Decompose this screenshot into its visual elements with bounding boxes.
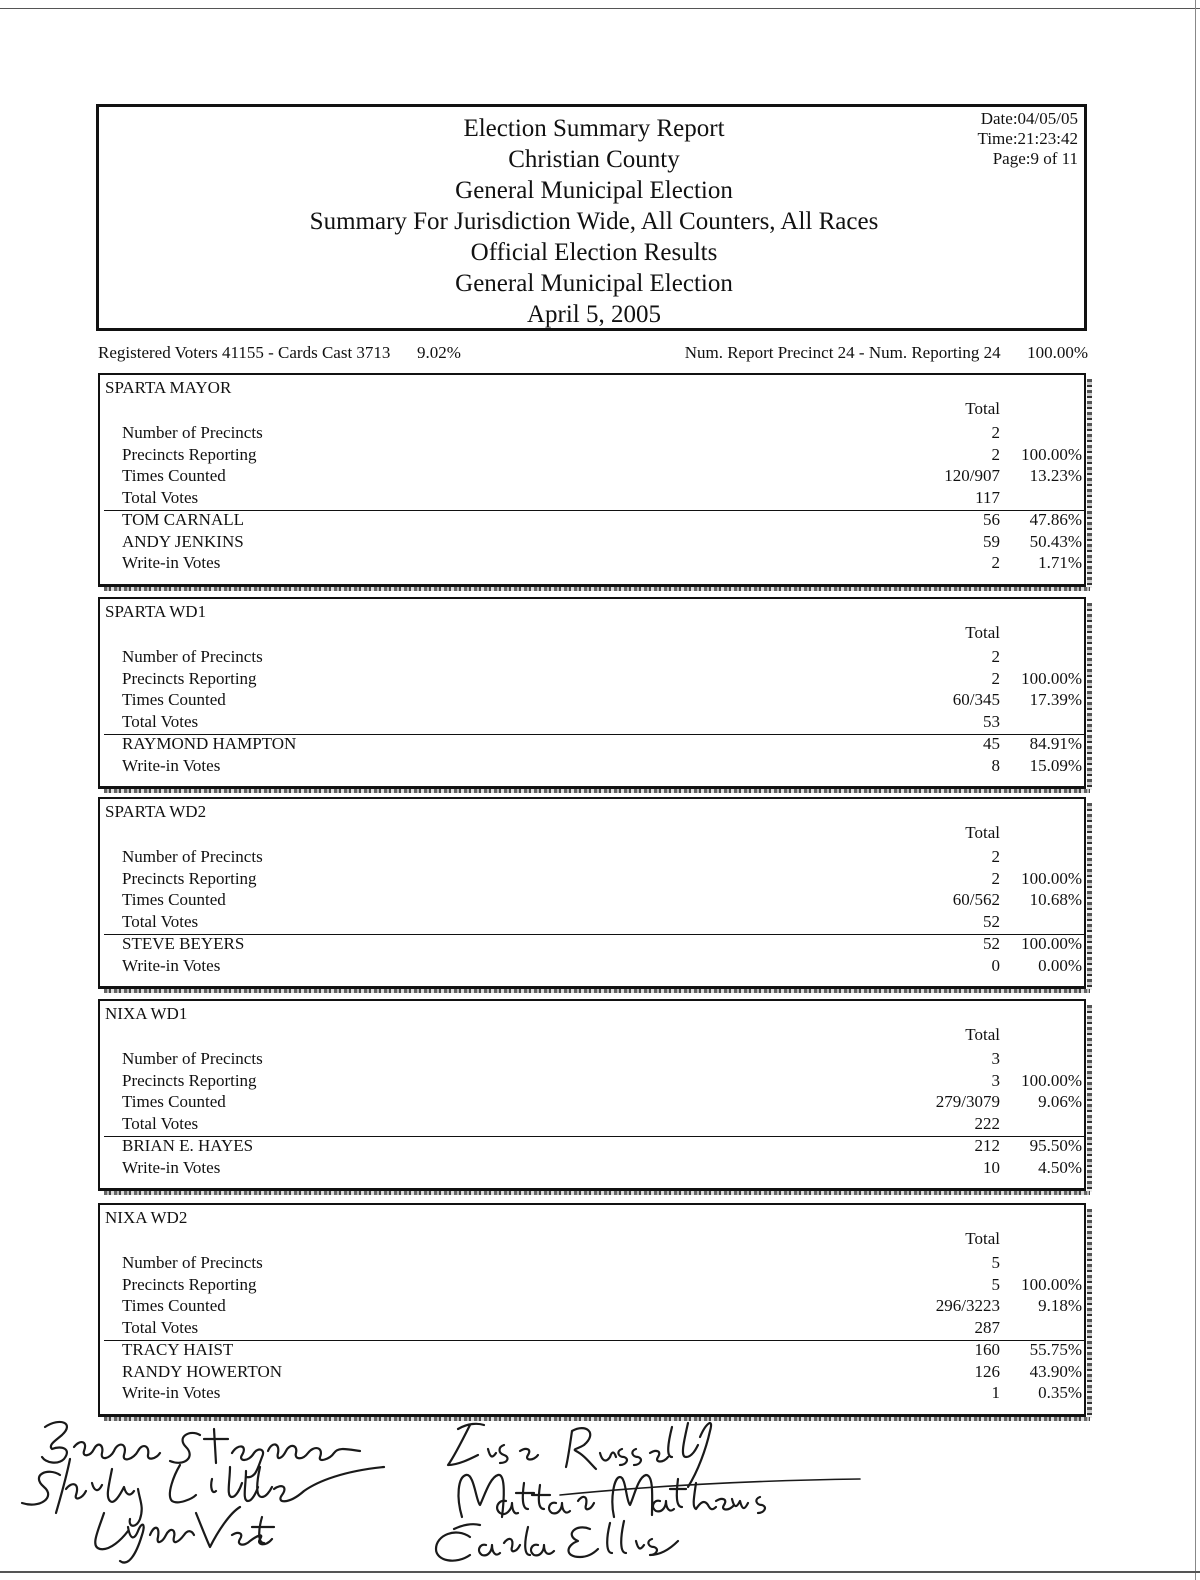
row-value: 3 [991,1070,1000,1090]
row-label: ANDY JENKINS [122,531,244,551]
row-value: 222 [974,1114,1000,1134]
registered-voters-line [98,343,461,363]
stat-row [100,711,1085,733]
row-percent: 43.90% [1029,1361,1082,1381]
stat-row [100,1274,1085,1296]
row-label: Write-in Votes [122,755,221,775]
row-label: STEVE BEYERS [122,933,245,953]
row-value: 3 [991,1049,1000,1068]
row-value: 296/3223 [935,1296,1000,1316]
signature-area [0,1405,1200,1580]
row-value: 160 [974,1339,1000,1359]
row-label: Number of Precincts [122,1049,263,1068]
row-value: 126 [974,1361,1000,1381]
row-percent: 100.00% [1021,668,1082,688]
row-value: 0 [991,955,1000,975]
header-meta [978,109,1078,169]
row-percent: 100.00% [1021,444,1082,464]
page-number: Page:9 of 11 [992,149,1078,168]
row-percent: 9.06% [1038,1092,1082,1112]
precinct-reporting-line [685,343,1088,363]
row-label: Total Votes [122,912,199,932]
row-label: Number of Precincts [122,847,263,866]
row-percent: 17.39% [1029,690,1082,710]
row-percent: 50.43% [1029,531,1082,551]
row-label: Total Votes [122,488,199,508]
precinct-reporting-text: Num. Report Precinct 24 - Num. Reporting 24 [684,343,1001,362]
row-value: 2 [991,553,1000,573]
election-name: General Municipal Election [455,177,733,204]
row-value: 287 [974,1318,1000,1338]
row-label: Total Votes [122,1318,199,1338]
row-value: 53 [983,712,1000,732]
candidate-row [100,1135,1085,1157]
row-value: 5 [991,1274,1000,1294]
report-header [96,104,1087,331]
row-value: 52 [983,912,1000,932]
row-percent: 84.91% [1029,733,1082,753]
row-label: Times Counted [122,690,226,710]
row-value: 212 [974,1135,1000,1155]
row-percent: 100.00% [1021,1070,1082,1090]
race-title: SPARTA WD1 [105,602,207,621]
report-title: Election Summary Report [463,115,725,142]
race-section [98,373,1086,587]
stat-row [100,646,1085,668]
row-label: Times Counted [122,1296,226,1316]
row-percent: 9.18% [1038,1296,1082,1316]
row-label: Number of Precincts [122,647,263,666]
stat-row [100,668,1085,690]
row-label: Total Votes [122,1114,199,1134]
row-percent: 15.09% [1029,755,1082,775]
header-titles [99,113,1089,330]
county-name: Christian County [508,146,680,173]
stat-row [100,846,1085,868]
row-value: 10 [983,1157,1000,1177]
row-percent: 100.00% [1021,933,1082,953]
candidate-row [100,733,1085,755]
stat-row [100,444,1085,466]
results-status: Official Election Results [470,239,718,266]
row-label: Number of Precincts [122,1253,263,1272]
stat-row [100,487,1085,509]
row-label: Write-in Votes [122,1157,221,1177]
row-value: 2 [991,668,1000,688]
row-value: 56 [983,509,1000,529]
row-value: 2 [991,847,1000,866]
summary-scope: Summary For Jurisdiction Wide, All Counters, All Races [309,208,879,235]
row-label: Precincts Reporting [122,668,257,688]
stat-row [100,889,1085,911]
row-label: Total Votes [122,712,199,732]
row-label: Write-in Votes [122,1383,221,1403]
stat-row [100,689,1085,711]
candidate-row [100,1339,1085,1361]
turnout-pct: 9.02% [416,343,461,362]
race-title: SPARTA MAYOR [105,378,232,397]
row-value: 2 [991,868,1000,888]
row-label: Times Counted [122,1092,226,1112]
row-label: Precincts Reporting [122,1274,257,1294]
row-percent: 1.71% [1038,553,1082,573]
handwritten-signatures [0,1405,1200,1580]
row-label: Precincts Reporting [122,868,257,888]
stat-row [100,465,1085,487]
race-section [98,797,1086,989]
total-column-header: Total [965,1229,1000,1248]
row-value: 52 [983,933,1000,953]
row-value: 2 [991,423,1000,442]
row-value: 120/907 [944,466,1000,486]
candidate-row [100,531,1085,553]
candidate-row [100,955,1085,977]
stat-row [100,1113,1085,1135]
row-percent: 47.86% [1029,509,1082,529]
candidate-row [100,1157,1085,1179]
row-label: RANDY HOWERTON [122,1361,282,1381]
stat-row [100,422,1085,444]
row-label: Precincts Reporting [122,444,257,464]
candidate-row [100,509,1085,531]
row-percent: 0.00% [1038,955,1082,975]
row-percent: 95.50% [1029,1135,1082,1155]
row-label: Times Counted [122,890,226,910]
election-name-repeat: General Municipal Election [455,270,733,297]
race-section [98,1203,1086,1417]
row-value: 279/3079 [935,1092,1000,1112]
total-column-header: Total [965,399,1000,418]
row-value: 1 [991,1383,1000,1403]
scan-edge-right [1195,0,1196,1580]
row-value: 5 [991,1253,1000,1272]
row-value: 60/345 [952,690,1000,710]
row-label: Times Counted [122,466,226,486]
total-column-header: Total [965,823,1000,842]
row-value: 2 [991,444,1000,464]
stat-row [100,911,1085,933]
row-value: 60/562 [952,890,1000,910]
election-date: April 5, 2005 [526,301,662,328]
stat-row [100,1048,1085,1070]
candidate-row [100,552,1085,574]
stat-row [100,1091,1085,1113]
row-label: Number of Precincts [122,423,263,442]
row-percent: 13.23% [1029,466,1082,486]
stat-row [100,868,1085,890]
row-percent: 55.75% [1029,1339,1082,1359]
row-label: Write-in Votes [122,553,221,573]
scan-edge-top [0,8,1200,9]
row-value: 45 [983,733,1000,753]
registered-voters-text: Registered Voters 41155 - Cards Cast 3713 [98,343,391,362]
race-title: NIXA WD2 [105,1208,188,1227]
row-value: 117 [975,488,1000,508]
row-value: 59 [983,531,1000,551]
row-label: Precincts Reporting [122,1070,257,1090]
total-column-header: Total [965,1025,1000,1044]
row-value: 2 [991,647,1000,666]
stat-row [100,1252,1085,1274]
candidate-row [100,933,1085,955]
stat-row [100,1295,1085,1317]
candidate-row [100,755,1085,777]
row-percent: 10.68% [1029,890,1082,910]
row-label: BRIAN E. HAYES [122,1135,254,1155]
row-label: RAYMOND HAMPTON [122,733,297,753]
row-label: TRACY HAIST [122,1339,234,1359]
race-title: SPARTA WD2 [105,802,207,821]
race-section [98,999,1086,1191]
row-percent: 100.00% [1021,1274,1082,1294]
row-value: 8 [991,755,1000,775]
row-percent: 0.35% [1038,1383,1082,1403]
total-column-header: Total [965,623,1000,642]
row-label: TOM CARNALL [122,509,244,529]
reporting-pct: 100.00% [1027,343,1088,362]
row-percent: 100.00% [1021,868,1082,888]
candidate-row [100,1361,1085,1383]
race-section [98,597,1086,789]
stat-row [100,1317,1085,1339]
stat-row [100,1070,1085,1092]
row-label: Write-in Votes [122,955,221,975]
row-percent: 4.50% [1038,1157,1082,1177]
report-time: Time:21:23:42 [977,129,1078,148]
candidate-row [100,1382,1085,1404]
race-title: NIXA WD1 [105,1004,188,1023]
report-date: Date:04/05/05 [980,109,1078,128]
